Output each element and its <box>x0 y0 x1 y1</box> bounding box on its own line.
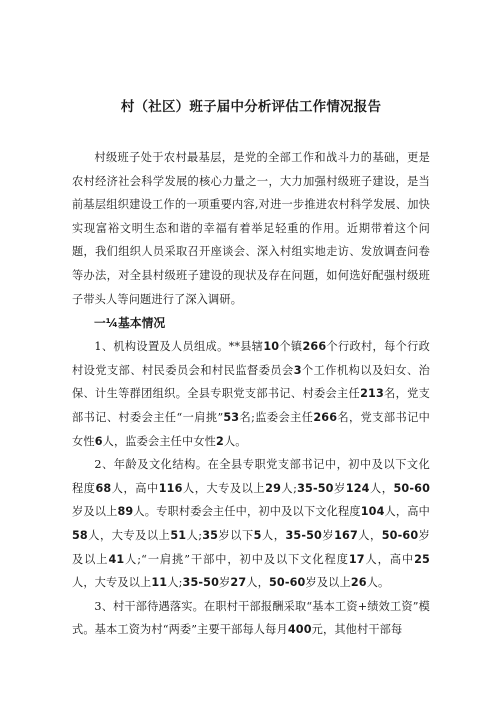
number: 104 <box>360 505 385 519</box>
text-segment: 岁以下 <box>218 528 254 542</box>
number: 26 <box>350 576 367 590</box>
text-segment: 人，高中 <box>364 552 415 566</box>
number: 6 <box>94 434 103 448</box>
text-segment: 人。专职村委会主任中，初中及以下文化程度 <box>133 505 361 519</box>
number: 25 <box>414 552 430 566</box>
number: 50-60 <box>393 481 430 495</box>
number: 266 <box>302 340 327 354</box>
number: 11 <box>151 576 168 590</box>
number: 50-60 <box>268 576 306 590</box>
text-segment: 岁及以上 <box>305 576 351 590</box>
number: 167 <box>334 528 358 542</box>
number: 51 <box>170 528 187 542</box>
text-segment: 人。 <box>366 576 390 590</box>
number: 41 <box>108 552 125 566</box>
number: 29 <box>265 481 282 495</box>
section-heading-basic-info: 一¼基本情况 <box>94 316 166 331</box>
text-segment: 名，党支部书记、村委会主任“一肩挑” <box>72 387 430 424</box>
text-segment: 人，高中 <box>111 481 159 495</box>
text-segment: 人， <box>357 528 382 542</box>
number: 27 <box>230 576 247 590</box>
number: 35-50 <box>285 528 322 542</box>
text-segment: 人， <box>369 481 394 495</box>
number: 2 <box>216 434 224 448</box>
number: 400 <box>287 623 312 637</box>
number: 17 <box>348 552 365 566</box>
number: 35 <box>202 528 219 542</box>
number: 116 <box>158 481 183 495</box>
text-segment: 人; <box>281 481 298 495</box>
text-segment: 岁 <box>321 528 335 542</box>
text-segment: 个镇 <box>279 340 303 354</box>
text-segment: 人; <box>167 576 183 590</box>
text-segment: 岁 <box>333 481 346 495</box>
number: 89 <box>117 505 134 519</box>
text-segment: 人，高中 <box>384 505 430 519</box>
intro-paragraph: 村级班子处于农村最基层，是党的全部工作和战斗力的基础，更是农村经济社会科学发展的核心力量之一，大力加强村级班子建设，是当前基层组织建设工作的一项重要内容,对进一步推进农村科学发展、加快实现富裕文明生态和谐的幸福有着举足轻重的作用。近期带着这个问题，我们组织人员采取召开座谈会、深入村组实地走访、发放调查问卷等办法，对全县村级班子建设的现状及存在问题，如何选好配强村级班子带头人等问题进行了深入调研。 <box>72 151 430 306</box>
text-segment: 人，大专及以上 <box>87 528 171 542</box>
text-segment: 个工作机构以及妇女、治保、计生等群团组织。全县专职党支部书记、村委会主任 <box>72 363 430 401</box>
number: 266 <box>313 410 338 424</box>
text-segment: 人， <box>261 528 286 542</box>
number: 10 <box>263 340 280 354</box>
paragraph-age-education <box>72 453 430 595</box>
document-body <box>72 146 430 642</box>
text-segment: 人，监委会主任中女性 <box>102 434 217 448</box>
number: 213 <box>360 387 384 401</box>
document-title: 村（社区）班子届中分析评估工作情况报告 <box>120 99 382 115</box>
text-segment: 2、年龄及文化结构。在全县专职党支部书记中，初中及以下文化程度 <box>72 458 430 495</box>
text-segment: 个行政村，每个行政村设党支部、村民委员会和村民监督委员会 <box>72 340 430 377</box>
number: 68 <box>95 481 112 495</box>
number: 124 <box>345 481 370 495</box>
number: 58 <box>72 528 88 542</box>
text-segment: 元，其他村干部每 <box>311 623 403 637</box>
text-segment: 人。 <box>223 434 247 448</box>
text-segment: 人; <box>186 528 203 542</box>
text-segment: 名;监委会主任 <box>239 410 314 424</box>
number: 35-50 <box>297 481 334 495</box>
text-segment: 人，大专及以上 <box>72 576 152 590</box>
number: 5 <box>253 528 262 542</box>
text-segment: 人， <box>246 576 269 590</box>
text-segment: 1、机构设置及人员组成。**县辖 <box>94 340 264 354</box>
text-segment: 人;“一肩挑”干部中，初中及以下文化程度 <box>124 552 349 566</box>
text-segment: 岁及以上 <box>72 528 431 566</box>
paragraph-compensation <box>72 595 430 642</box>
number: 50-60 <box>381 528 419 542</box>
number: 3 <box>293 363 302 377</box>
paragraph-organization <box>72 335 430 453</box>
text-segment: 岁及以上 <box>72 505 118 519</box>
number: 35-50 <box>182 576 220 590</box>
text-segment: 人，大专及以上 <box>182 481 266 495</box>
text-segment: 名，党支部书记中女性 <box>72 410 431 448</box>
number: 53 <box>223 410 240 424</box>
text-segment: 岁 <box>219 576 231 590</box>
text-segment: 3、村干部待遇落实。在职村干部报酬采取“基本工资+绩效工资”模式。基本工资为村“两委”主要干部每人每月 <box>72 599 430 637</box>
